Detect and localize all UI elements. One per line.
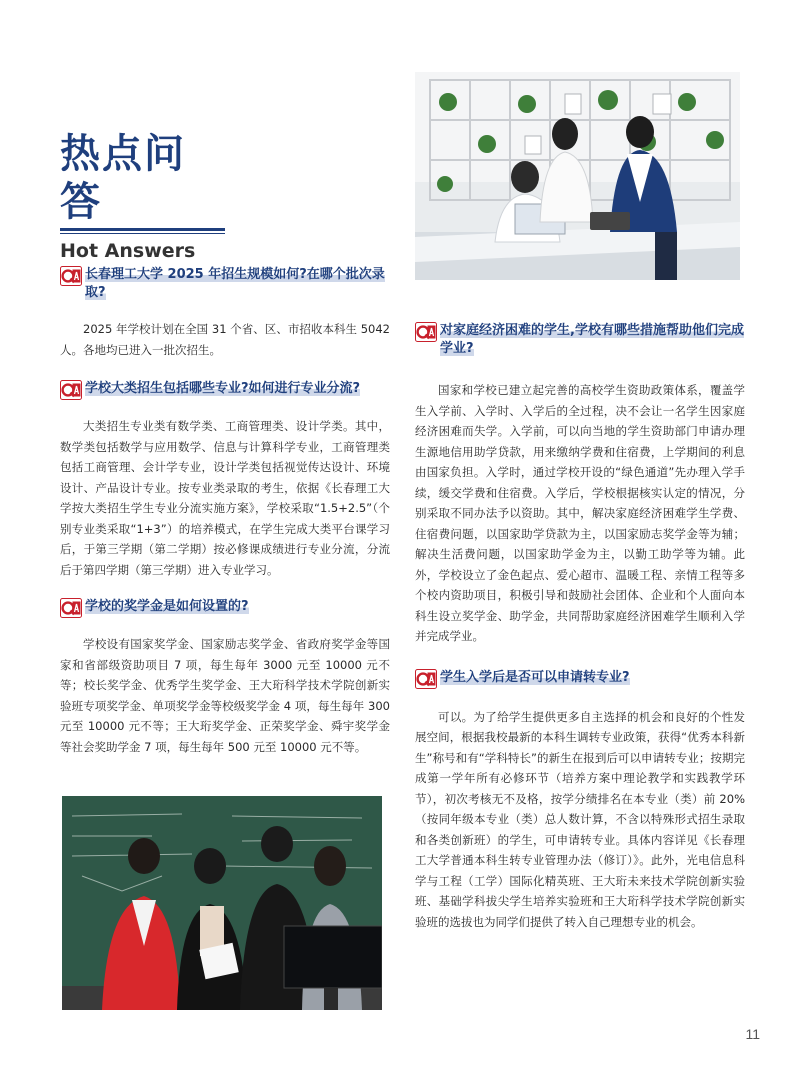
question-1-text: 长春理工大学 2025 年招生规模如何?在哪个批次录取?: [85, 267, 385, 300]
question-2: [60, 380, 390, 400]
qa-icon: [60, 380, 82, 400]
lab-photo: [415, 72, 740, 280]
answer-1: 2025 年学校计划在全国 31 个省、区、市招收本科生 5042 人。各地均已进入一批次招生。: [60, 322, 390, 357]
qa-icon: [415, 322, 437, 342]
question-4: [415, 322, 745, 358]
page-number: 11: [745, 1026, 760, 1042]
answer-5: 可以。为了给学生提供更多自主选择的机会和良好的个性发展空间，根据我校最新的本科生调转专业政策，获得“优秀本科新生”称号和有“学科特长”的新生在报到后可以申请转专业；按期完成第一学年所有必修环节（培养方案中理论教学和实践教学环节），初次考核无不及格，按学分绩排名在本专业（类）前 20%（按同年级本专业（类）总人数计算，不含以特殊形式招生录取和各类创新班）的学生，可申请转专业。具体内容详见《长春理工大学普通本科生转专业管理办法（修订）》。此外，光电信息科学与工程（工学）国际化精英班、王大珩未来技术学院创新实验班、基础学科拔尖学生培养实验班和王大珩科学技术学院创新实验班的选拔也为同学们提供了转入自己理想专业的机会。: [415, 709, 745, 929]
question-5: [415, 669, 745, 689]
title-rule-thin: [60, 233, 225, 234]
title-rule: [60, 228, 225, 231]
question-3: [60, 598, 390, 618]
qa-icon: [60, 598, 82, 618]
question-2-text: 学校大类招生包括哪些专业?如何进行专业分流?: [85, 381, 361, 396]
page-header: [60, 130, 225, 262]
page-subtitle: Hot Answers: [60, 240, 196, 262]
question-4-text: 对家庭经济困难的学生,学校有哪些措施帮助他们完成学业?: [440, 323, 744, 356]
qa-icon: [60, 266, 82, 286]
question-3-text: 学校的奖学金是如何设置的?: [85, 599, 249, 614]
answer-3: 学校设有国家奖学金、国家励志奖学金、省政府奖学金等国家和省部级资助项目 7 项，每生每年 3000 元至 10000 元不等；校长奖学金、优秀学生奖学金、王大珩科学技术学院创新实验班专项奖学金、单项奖学金等校级奖学金 4 项，每生每年 300 元至 10000 元不等；王大珩奖学金、正荣奖学金、舜宇奖学金等社会奖助学金 7 项，每生每年 500 元至 10000 元不等。: [60, 637, 390, 754]
question-1: [60, 266, 390, 302]
answer-4: 国家和学校已建立起完善的高校学生资助政策体系，覆盖学生入学前、入学时、入学后的全过程，决不会让一名学生因家庭经济困难而失学。入学前，可以向当地的学生资助部门申请办理生源地信用助学贷款，用来缴纳学费和住宿费，上学期间的利息由国家负担。入学时，通过学校开设的“绿色通道”先办理入学手续，缓交学费和住宿费。入学后，学校根据核实认定的情况，分别采取不同办法予以资助。其中，解决家庭经济困难学生学费、住宿费问题，以国家助学贷款为主，以国家励志奖学金等为辅；解决生活费问题，以国家助学金为主，以勤工助学等为辅。此外，学校设立了金色起点、爱心超市、温暖工程、亲情工程等多个校内资助项目，积极引导和鼓励社会团体、企业和个人面向本科生设立奖学金、助学金，共同帮助家庭经济困难学生顺利入学并完成学业。: [415, 383, 745, 643]
page-title: 热点问答: [60, 131, 186, 225]
left-column: [60, 266, 390, 757]
classroom-photo: [62, 796, 382, 1010]
question-5-text: 学生入学后是否可以申请转专业?: [440, 669, 630, 685]
answer-2: 大类招生专业类有数学类、工商管理类、设计学类。其中，数学类包括数学与应用数学、信息与计算科学专业，工商管理类包括工商管理、会计学专业，设计学类包括视觉传达设计、环境设计、产品设计专业。按专业类录取的考生，依据《长春理工大学按大类招生学生专业分流实施方案》，学校采取“1.5+2.5”（个别专业类采取“1+3”）的培养模式，在学生完成大类平台课学习后，于第三学期（第二学期）按必修课成绩进行专业分流，分流后于第四学期（第三学期）进入专业学习。: [60, 419, 390, 577]
qa-icon: [415, 669, 437, 689]
right-column: [415, 322, 745, 932]
